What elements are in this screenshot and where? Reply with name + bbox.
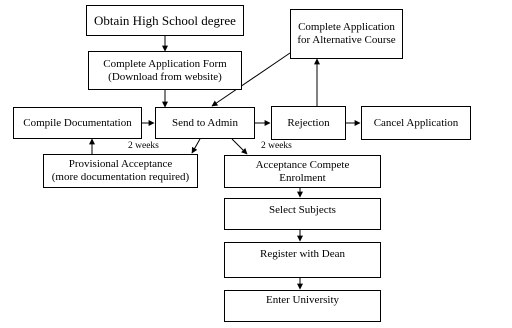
node-provisional-line-2: (more documentation required)	[51, 171, 190, 183]
node-alt-course-line-2: for Alternative Course	[297, 34, 396, 46]
node-alt-course	[290, 9, 403, 59]
node-alt-course-line-1: Complete Application	[298, 21, 395, 33]
node-select-subjects-line-1: Select Subjects	[269, 204, 336, 216]
edge-label-acceptance: 2 weeks	[261, 141, 292, 151]
node-send-admin	[155, 107, 255, 139]
node-provisional-line-1: Provisional Acceptance	[68, 158, 173, 170]
node-obtain-degree	[86, 5, 244, 36]
node-complete-form-line-2: (Download from website)	[108, 70, 222, 83]
node-send-admin-line-1: Send to Admin	[171, 116, 238, 129]
node-cancel-app	[361, 106, 471, 140]
node-acceptance-line-1: Acceptance Compete	[255, 158, 350, 171]
node-enter-university-line-1: Enter University	[265, 294, 339, 306]
node-rejection	[271, 106, 346, 140]
node-complete-form-line-1: Complete Application Form	[103, 57, 227, 70]
node-enter-university	[224, 290, 381, 322]
edge-send-to-provisional	[192, 139, 200, 153]
node-obtain-degree-line-1: Obtain High School degree	[94, 13, 236, 28]
node-rejection-line-1: Rejection	[287, 116, 330, 129]
edge-label-provisional: 2 weeks	[128, 141, 159, 151]
node-compile-docs-line-1: Compile Documentation	[23, 116, 132, 129]
node-cancel-app-line-1: Cancel Application	[373, 116, 459, 129]
node-provisional	[43, 154, 198, 188]
edge-send-to-acceptance	[232, 139, 247, 154]
node-select-subjects	[224, 198, 381, 230]
node-register-dean	[224, 242, 381, 278]
node-register-dean-line-1: Register with Dean	[260, 248, 345, 260]
node-acceptance	[224, 155, 381, 188]
node-acceptance-line-2: Enrolment	[279, 171, 326, 184]
node-complete-form	[88, 51, 242, 90]
node-compile-docs	[13, 107, 142, 139]
